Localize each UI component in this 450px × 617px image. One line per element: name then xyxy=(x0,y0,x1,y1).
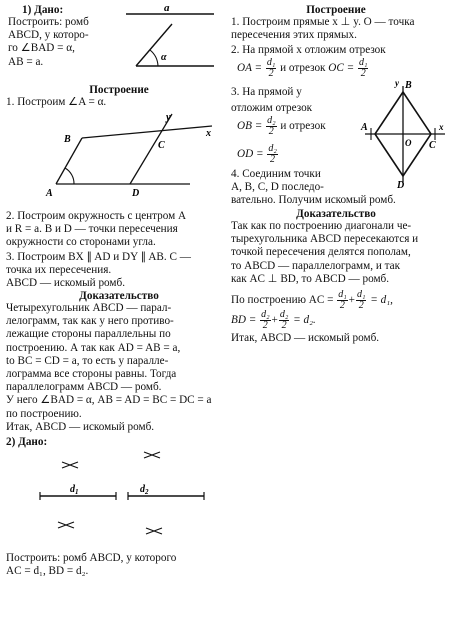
calc-bd-prefix: BD = xyxy=(231,314,257,327)
step3-right-a: 3. На прямой y xyxy=(231,86,302,98)
step4-right xyxy=(231,168,446,208)
construct-line: ABCD, у которо- xyxy=(8,29,89,42)
alpha-label: α xyxy=(161,52,167,63)
given-figure-2 xyxy=(22,446,222,548)
step3-formula-2 xyxy=(237,144,337,165)
proof-right xyxy=(231,220,446,286)
text-line: и R = a. B и D — точки пересечения xyxy=(6,223,178,236)
given-title-1: 1) Дано: xyxy=(22,4,64,16)
text-line: 3. Построим BX ∥ AD и DY ∥ AB. C — xyxy=(6,251,191,263)
fraction-d2-half: $\frac{\text{d₂}}{2}$ xyxy=(267,115,276,137)
d1-label: $d_1$ xyxy=(70,484,79,496)
axis-y-label: y xyxy=(395,78,399,88)
proof-left xyxy=(6,302,224,434)
proof-line: тырехугольника ABCD пересекаются и xyxy=(231,233,419,246)
construction-heading-right: Построение xyxy=(306,4,366,16)
text-line: 2. Построим окружность с центром A xyxy=(6,210,187,222)
text-line: 1. Построим прямые x ⊥ y. O — точка xyxy=(231,16,415,28)
angle-arc-a xyxy=(65,168,74,184)
calc-ac-suffix: = d₁, xyxy=(370,294,393,307)
d2-label: $d_2$ xyxy=(140,484,149,496)
proof-line: как AC ⊥ BD, то ABCD — ромб. xyxy=(231,272,390,285)
and-text: и отрезок xyxy=(280,120,326,133)
point-d-label: D xyxy=(397,180,405,190)
proof-line: построению. А так как AD = AB = a, xyxy=(6,341,181,354)
given-figure-1 xyxy=(116,0,224,78)
proof-heading-right: Доказательство xyxy=(296,208,376,220)
od-text: OD = xyxy=(237,148,264,161)
step2-right: 2. На прямой x отложим отрезок xyxy=(231,44,386,56)
parallelogram-figure xyxy=(34,108,224,200)
proof-line: параллелограмм ABCD — ромб. xyxy=(6,381,162,394)
fraction-d2-half: $\frac{\text{d₂}}{2}$ xyxy=(261,309,270,331)
proof-line: Итак, ABCD — искомый ромб. xyxy=(6,420,155,433)
ray-dy xyxy=(130,114,172,184)
construct-line: Построить: ромб xyxy=(8,16,89,28)
construct-task-1 xyxy=(8,16,118,69)
angle-ray-inclined xyxy=(136,24,172,66)
and-text: и отрезок xyxy=(280,62,326,75)
text-line: точка их пересечения. xyxy=(6,264,112,277)
step2-formula xyxy=(237,58,447,79)
calc-bd-suffix: = d₂. xyxy=(293,314,316,327)
fraction-d1-half: $\frac{\text{d₁}}{2}$ xyxy=(358,57,368,79)
text-line: AC = d₁, BD = d₂. xyxy=(6,565,89,578)
construct-line: го ∠BAD = α, xyxy=(8,42,75,55)
proof-line: лежащие стороны параллельны по xyxy=(6,328,171,341)
point-b-label: B xyxy=(64,134,71,145)
proof-line: Так как по построению диагонали че- xyxy=(231,220,412,232)
step2-left xyxy=(6,210,222,250)
segment-a-label: a xyxy=(164,2,170,14)
step3-right-b: отложим отрезок xyxy=(231,102,313,114)
proof-heading-left: Доказательство xyxy=(79,290,159,302)
calc-ac-prefix: По построению AC = xyxy=(231,294,334,307)
line-x-label: x xyxy=(206,128,211,139)
step3-left xyxy=(6,251,222,277)
proof-line: лограмма все стороны равны. Тогда xyxy=(6,368,177,381)
fraction-d2-half: $\frac{\text{d₂}}{2}$ xyxy=(279,309,289,331)
fraction-d1-half: $\frac{\text{d₁}}{2}$ xyxy=(266,57,276,79)
text-line: вательно. Получим искомый ромб. xyxy=(231,194,396,207)
text-line: 4. Соединим точки xyxy=(231,168,321,180)
text-line: A, B, C, D последо- xyxy=(231,181,324,194)
arc-mark xyxy=(62,462,78,468)
proof-line: то ABCD — параллелограмм, и так xyxy=(231,259,401,272)
proof-line: to BC = CD = a, то есть у параллe- xyxy=(6,354,169,367)
ray-bx xyxy=(82,126,212,138)
step1-right xyxy=(231,16,446,42)
point-c-label: C xyxy=(429,140,436,151)
ob-text: OB = xyxy=(237,120,263,133)
point-c-label: C xyxy=(158,140,165,151)
proof-line: по построению. xyxy=(6,407,82,420)
fraction-d1-half: $\frac{\text{d₁}}{2}$ xyxy=(356,289,366,311)
conclusion-right: Итак, ABCD — искомый ромб. xyxy=(231,332,380,344)
fraction-d1-half: $\frac{\text{d₁}}{2}$ xyxy=(338,289,347,311)
arc-mark xyxy=(146,528,162,534)
angle-arc xyxy=(150,50,158,66)
fraction-d2-half: $\frac{\text{d₂}}{2}$ xyxy=(268,143,277,165)
arc-mark xyxy=(144,452,160,458)
oa-text: OA = xyxy=(237,62,263,75)
point-a-label: A xyxy=(361,122,368,133)
point-o-label: O xyxy=(405,138,412,148)
oc-text: OC = xyxy=(328,62,355,75)
axis-x-label: x xyxy=(439,122,444,132)
proof-line: лелограмм, так как у него противо- xyxy=(6,315,174,328)
construct-task-2 xyxy=(6,552,224,578)
calc-bd: BD = $\frac{\text{d₂}}{2}$ + $\frac{\text{d₂}}{2}$ = d₂. xyxy=(231,309,316,331)
text-line: окружности со сторонами угла. xyxy=(6,236,156,249)
point-d-label: D xyxy=(132,188,140,199)
step3-formula-1 xyxy=(237,116,377,137)
construction-heading-left: Построение xyxy=(89,84,149,96)
result-left: ABCD — искомый ромб. xyxy=(6,277,125,289)
calc-ac: По построению AC = $\frac{\text{d₁}}{2}$ + $\frac{\text{d₁}}{2}$ = d₁, xyxy=(231,289,393,311)
text-line: Построить: ромб ABCD, у которого xyxy=(6,552,177,564)
proof-line: точкой пересечения делятся пополам, xyxy=(231,246,411,259)
text-line: пересечения этих прямых. xyxy=(231,29,357,42)
step1-left: 1. Построим ∠A = α. xyxy=(6,96,107,108)
point-b-label: B xyxy=(405,80,412,91)
given-title-2: 2) Дано: xyxy=(6,436,48,448)
point-a-label: A xyxy=(46,188,53,199)
arc-mark xyxy=(58,522,74,528)
proof-line: У него ∠BAD = α, AB = AD = BC = DC = a xyxy=(6,394,212,407)
line-y-label: y xyxy=(166,112,171,123)
construct-line: AB = a. xyxy=(8,55,44,68)
proof-line: Четырехугольник ABCD — парал- xyxy=(6,302,172,314)
